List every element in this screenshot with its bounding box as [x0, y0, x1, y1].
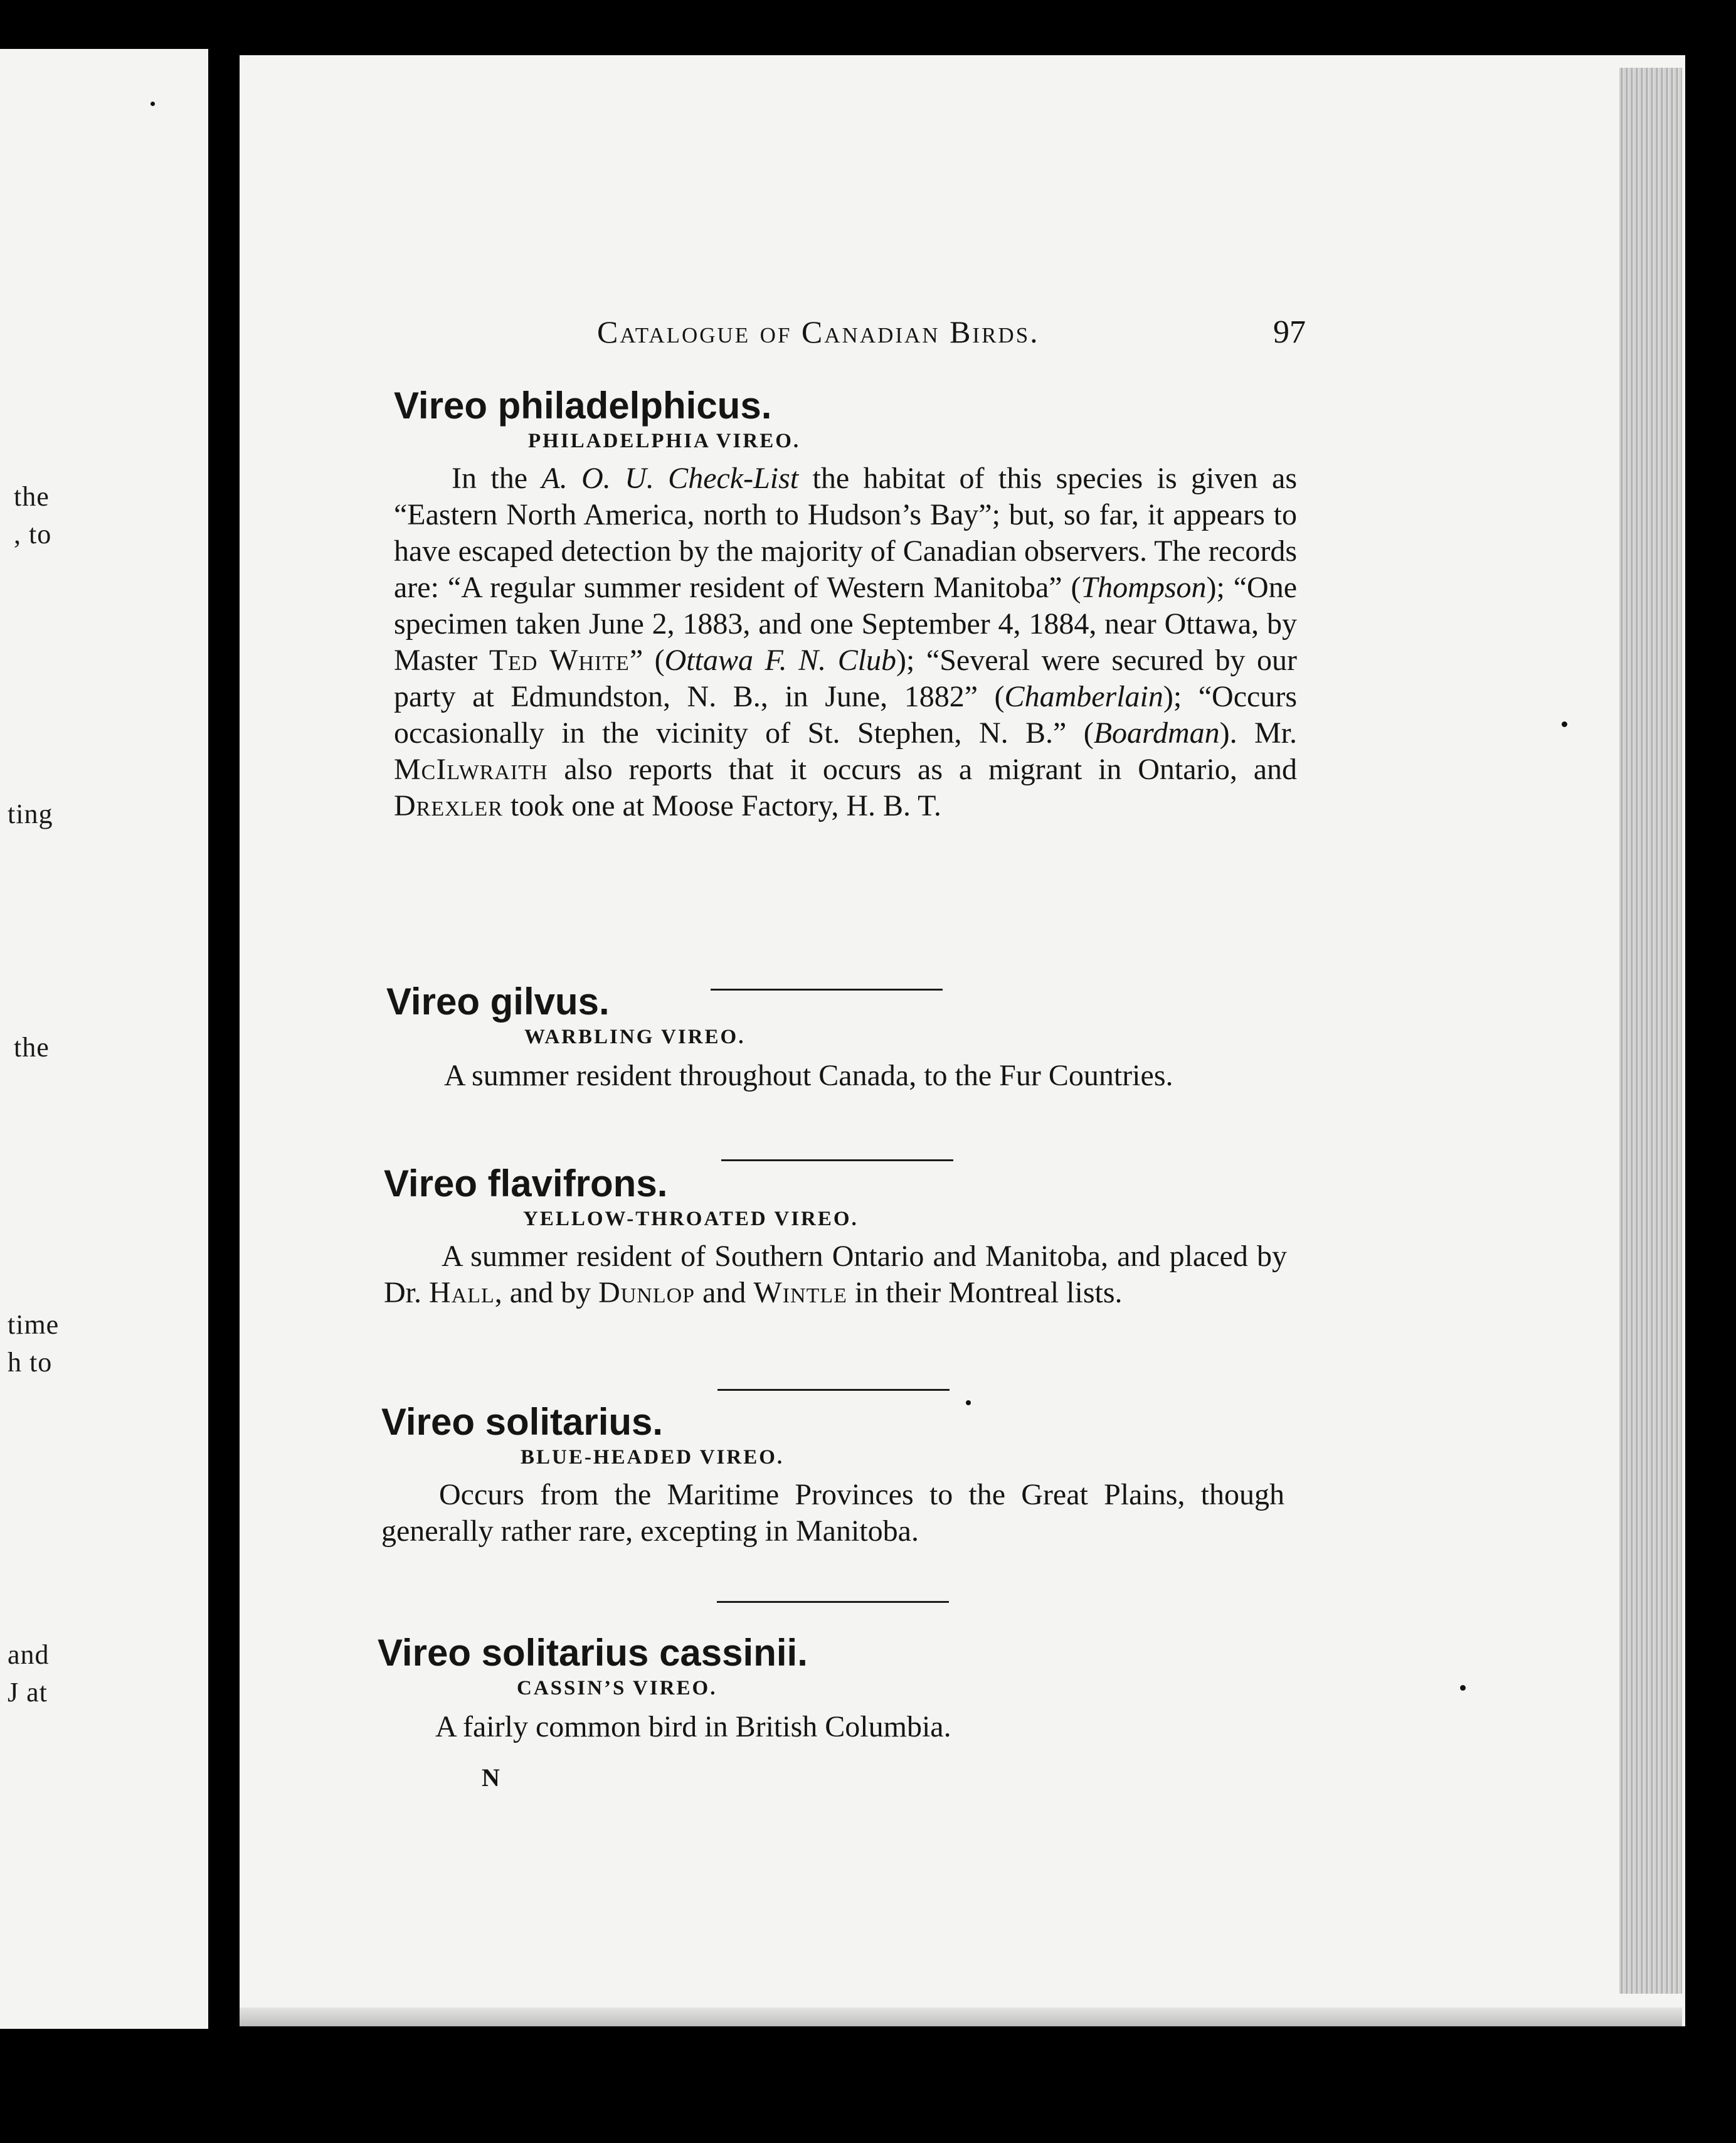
- common-name: YELLOW-THROATED VIREO.: [523, 1208, 859, 1230]
- left-page-fragment: the: [14, 1032, 50, 1063]
- species-entry: [394, 384, 1297, 824]
- species-name: Vireo solitarius.: [381, 1401, 664, 1443]
- left-page-fragment: ting: [8, 799, 53, 829]
- print-speck: [1562, 721, 1567, 727]
- book-gutter: [208, 49, 240, 2029]
- section-divider: [717, 1601, 949, 1603]
- species-entry: [384, 1162, 1287, 1311]
- species-name: Vireo gilvus.: [386, 981, 610, 1023]
- species-name: Vireo philadelphicus.: [394, 385, 772, 427]
- common-name: PHILADELPHIA VIREO.: [528, 430, 801, 452]
- section-divider: [717, 1389, 950, 1391]
- species-description: A summer resident of Southern Ontario and Manitoba, and placed by Dr. Hall, and by Dunlop and Wintle in their Montreal lists.: [384, 1240, 1287, 1309]
- running-title: Catalogue of Canadian Birds.: [597, 314, 1040, 349]
- species-description: In the A. O. U. Check-List the habitat of this species is given as “Eastern North America, north to Hudson’s Bay”; but, so far, it appears to have escaped detection by the majority of Canadian observers. The records are: “A regular summer resident of Western Manitoba” (Thompson); “One specimen taken June 2, 1883, and one September 4, 1884, near Ottawa, by Master Ted White” (Ottawa F. N. Club); “Several were secured by our party at Edmundston, N. B., in June, 1882” (Chamberlain); “Occurs occasionally in the vicinity of St. Stephen, N. B.” (Boardman). Mr. McIlwraith also reports that it occurs as a migrant in Ontario, and Drexler took one at Moose Factory, H. B. T.: [394, 462, 1298, 822]
- print-speck: [966, 1400, 971, 1405]
- left-page-fragment: the: [14, 481, 50, 512]
- species-description: A summer resident throughout Canada, to the Fur Countries.: [444, 1059, 1173, 1092]
- common-name: BLUE-HEADED VIREO.: [521, 1446, 785, 1469]
- print-speck: [1460, 1685, 1466, 1691]
- species-entry: [378, 1631, 1281, 1746]
- species-name: Vireo flavifrons.: [384, 1162, 668, 1204]
- common-name: CASSIN’S VIREO.: [517, 1677, 717, 1699]
- species-entry: [386, 980, 1289, 1095]
- left-page-fragment: and: [8, 1639, 50, 1670]
- signature-mark: N: [482, 1763, 500, 1792]
- species-description: A fairly common bird in British Columbia.: [435, 1710, 951, 1743]
- section-divider: [721, 1159, 953, 1161]
- page-number: 97: [1273, 314, 1306, 350]
- left-page-fragment: h to: [8, 1347, 53, 1378]
- species-name: Vireo solitarius cassinii.: [378, 1632, 808, 1674]
- species-description: Occurs from the Maritime Provinces to the Great Plains, though generally rather rare, excepting in Manitoba.: [381, 1478, 1284, 1548]
- page-edges-bottom: [240, 2007, 1682, 2026]
- running-head: [597, 314, 1306, 364]
- left-page-fragment: time: [8, 1309, 60, 1340]
- common-name: WARBLING VIREO.: [524, 1026, 746, 1048]
- page-edges: [1619, 68, 1682, 1994]
- print-speck: [151, 102, 155, 106]
- left-page-fragment: , to: [14, 519, 52, 550]
- species-entry: [381, 1400, 1284, 1550]
- left-page-fragment: J at: [8, 1677, 48, 1708]
- left-page-edge: [0, 49, 208, 2029]
